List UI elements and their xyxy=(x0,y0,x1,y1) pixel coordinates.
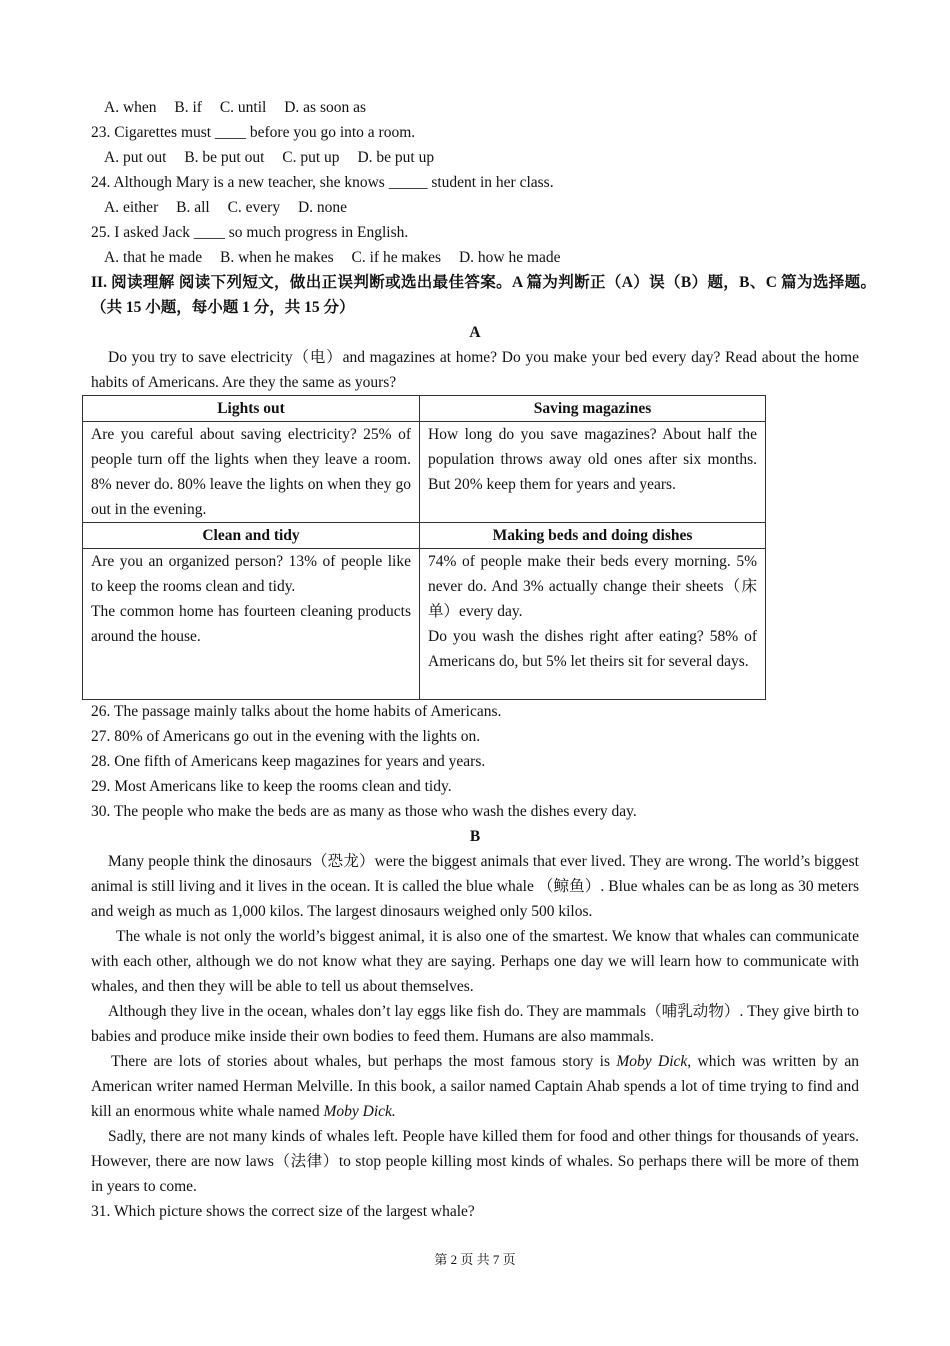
home-habits-table xyxy=(82,395,766,700)
beds-dishes-text-1: 74% of people make their beds every morning. 5% never do. And 3% actually change their sheets（床单）every day. xyxy=(428,553,757,620)
passage-b-body xyxy=(91,849,859,1224)
cell-beds-dishes xyxy=(420,549,766,700)
q31: 31. Which picture shows the correct size of the largest whale? xyxy=(91,1203,475,1220)
header-saving-magazines: Saving magazines xyxy=(420,396,766,422)
q23-option-c: C. put up xyxy=(282,149,340,166)
clean-tidy-text-1: Are you an organized person? 13% of people like to keep the rooms clean and tidy. xyxy=(91,553,411,595)
beds-dishes-text-2: Do you wash the dishes right after eating? 58% of Americans do, but 5% let theirs sit for several days. xyxy=(428,628,757,670)
passage-b-paragraph-5: Sadly, there are not many kinds of whales left. People have killed them for food and other things for thousands of years. However, there are now laws（法律）to stop people killing most kinds of whales. So perhaps there will be more of them in years to come. xyxy=(91,1128,859,1195)
q22-option-b: B. if xyxy=(174,99,202,116)
q27: 27. 80% of Americans go out in the evening with the lights on. xyxy=(91,728,481,745)
q25-option-d: D. how he made xyxy=(458,249,561,266)
q25-options xyxy=(104,245,872,270)
q25-option-a: A. that he made xyxy=(104,249,203,266)
q24-stem: 24. Although Mary is a new teacher, she knows _____ student in her class. xyxy=(91,174,554,191)
passage-b-label: B xyxy=(469,828,481,845)
passage-a-intro xyxy=(91,345,859,395)
q26: 26. The passage mainly talks about the home habits of Americans. xyxy=(91,703,502,720)
clean-tidy-text-2: The common home has fourteen cleaning products around the house. xyxy=(91,603,411,645)
q24-option-a: A. either xyxy=(104,199,159,216)
q22-option-c: C. until xyxy=(219,99,267,116)
q24-option-b: B. all xyxy=(176,199,210,216)
q22-option-d: D. as soon as xyxy=(284,99,367,116)
passage-a-intro-text: Do you try to save electricity（电）and magazines at home? Do you make your bed every day? Read about the home habits of Americans. Are they the same as yours? xyxy=(91,349,859,391)
cell-saving-magazines: How long do you save magazines? About half the population throws away old ones after six months. But 20% keep them for years and years. xyxy=(420,422,766,523)
q22-options xyxy=(104,95,872,120)
header-lights-out: Lights out xyxy=(83,396,420,422)
header-clean-tidy: Clean and tidy xyxy=(83,523,420,549)
q28: 28. One fifth of Americans keep magazines for years and years. xyxy=(91,753,486,770)
q25-option-c: C. if he makes xyxy=(351,249,442,266)
passage-b-paragraph-2: The whale is not only the world’s biggest animal, it is also one of the smartest. We know that whales can communicate with each other, although we do not know what they are saying. Perhaps one day we will learn how to communicate with whales, and then they will be able to tell us about themselves. xyxy=(91,928,859,995)
q25-option-b: B. when he makes xyxy=(220,249,334,266)
paragraph-4-middle: , which was written by an American writer named Herman Melville. In this book, a sailor named Captain Ahab spends a lot of time trying to find and kill an enormous white whale named xyxy=(91,1053,859,1120)
q23-option-d: D. be put up xyxy=(357,149,435,166)
whale-name: Moby Dick. xyxy=(323,1103,396,1120)
q23-option-a: A. put out xyxy=(104,149,167,166)
passage-b-paragraph-3: Although they live in the ocean, whales don’t lay eggs like fish do. They are mammals（哺乳动物）. They give birth to babies and produce mike inside their own bodies to feed them. Humans are also mammals. xyxy=(91,1003,859,1045)
q29: 29. Most Americans like to keep the rooms clean and tidy. xyxy=(91,778,452,795)
q24-options xyxy=(104,195,872,220)
cell-clean-tidy xyxy=(83,549,420,700)
header-beds-dishes: Making beds and doing dishes xyxy=(420,523,766,549)
q24-option-c: C. every xyxy=(227,199,281,216)
q23-stem: 23. Cigarettes must ____ before you go into a room. xyxy=(91,124,416,141)
q23-options xyxy=(104,145,872,170)
q22-option-a: A. when xyxy=(104,99,157,116)
q25-stem: 25. I asked Jack ____ so much progress in English. xyxy=(91,224,409,241)
cell-lights-out: Are you careful about saving electricity? 25% of people turn off the lights when they leave a room. 8% never do. 80% leave the lights on when they go out in the evening. xyxy=(83,422,420,523)
q30: 30. The people who make the beds are as many as those who wash the dishes every day. xyxy=(91,803,637,820)
passage-a-label: A xyxy=(469,324,481,341)
section-2-title: II. 阅读理解 阅读下列短文，做出正误判断或选出最佳答案。A 篇为判断正（A）误（B）题，B、C 篇为选择题。（共 15 小题，每小题 1 分，共 15 分） xyxy=(91,274,876,316)
paragraph-4-start: There are lots of stories about whales, but perhaps the most famous story is xyxy=(111,1053,617,1070)
q24-option-d: D. none xyxy=(297,199,348,216)
page-footer: 第 2 页 共 7 页 xyxy=(434,1252,516,1267)
q23-option-b: B. be put out xyxy=(184,149,265,166)
passage-b-paragraph-1: Many people think the dinosaurs（恐龙）were the biggest animals that ever lived. They are wrong. The world’s biggest animal is still living and it lives in the ocean. It is called the blue whale （鲸鱼）. Blue whales can be as long as 30 meters and weigh as much as 1,000 kilos. The largest dinosaurs weighed only 500 kilos. xyxy=(91,853,859,920)
book-title: Moby Dick xyxy=(616,1053,688,1070)
passage-b-paragraph-4 xyxy=(91,1049,859,1124)
